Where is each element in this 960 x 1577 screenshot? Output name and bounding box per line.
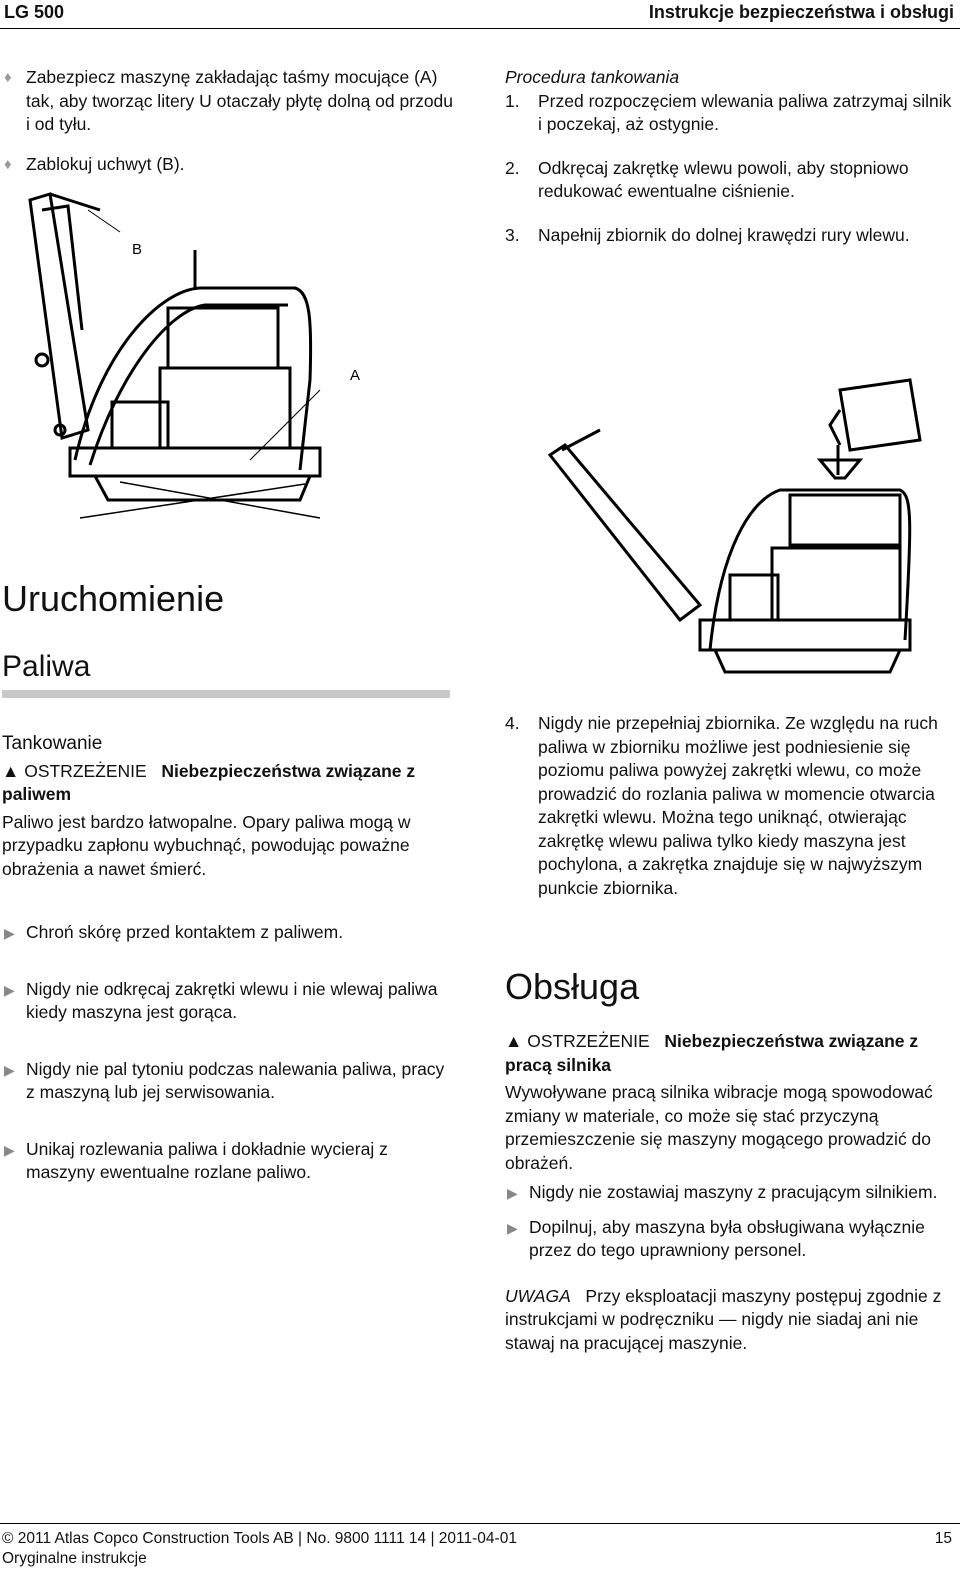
fuel-section: [2, 732, 457, 881]
note-label: UWAGA: [505, 1285, 571, 1306]
header-rule: [0, 28, 960, 29]
footer-copyright: © 2011 Atlas Copco Construction Tools AB | No. 9800 1111 14 | 2011-04-01: [2, 1530, 517, 1547]
fuel-warning: [2, 760, 457, 807]
footer-rule: [0, 1523, 960, 1524]
list-item: ♦ Zablokuj uchwyt (B).: [2, 153, 454, 177]
section-rule: [2, 690, 450, 698]
triangle-bullet-icon: ▶: [507, 1219, 518, 1236]
list-item: ▶ Unikaj rozlewania paliwa i dokładnie wycieraj z maszyny ewentualne rozlane paliwo.: [4, 1138, 388, 1182]
refuel-procedure: [505, 66, 957, 247]
list-item: 2. Odkręcaj zakrętkę wlewu powoli, aby stopniowo redukować ewentualne ciśnienie.: [505, 157, 909, 201]
warning-label: OSTRZEŻENIE: [527, 1031, 650, 1051]
triangle-bullet-icon: ▶: [4, 1141, 15, 1158]
engine-warning: [505, 1030, 957, 1077]
header-section: Instrukcje bezpieczeństwa i obsługi: [648, 2, 954, 22]
diamond-bullet-icon: ♦: [4, 69, 12, 86]
operation-section: [505, 1030, 957, 1355]
label-a: A: [350, 367, 361, 384]
fuel-bullets: [2, 921, 457, 1185]
heading-tankowanie: Tankowanie: [2, 733, 103, 754]
note: [505, 1285, 957, 1356]
left-top-bullets: [2, 66, 454, 176]
page-number: 15: [934, 1530, 952, 1547]
triangle-bullet-icon: ▶: [4, 925, 15, 941]
warning-icon: ▲: [2, 760, 20, 781]
warning-text: Wywoływane pracą silnika wibracje mogą spowodować zmiany w materiale, co może się stać przyczyną przemieszczenie się maszyny mogącego prowadzić do obrażeń.: [505, 1082, 933, 1173]
list-item: ▶ Nigdy nie odkręcaj zakrętki wlewu i nie wlewaj paliwa kiedy maszyna jest gorąca.: [4, 978, 438, 1022]
machine-refuel-figure: [540, 350, 930, 680]
diamond-bullet-icon: ♦: [4, 155, 12, 173]
warning-label: OSTRZEŻENIE: [24, 760, 147, 781]
warning-title: Niebezpieczeństwa związane z paliwem: [2, 760, 416, 804]
step-4: 4. Nigdy nie przepełniaj zbiornika. Ze względu na ruch paliwa w zbiorniku możliwe jest podniesienie się poziomu paliwa powyżej zakrętki wlewu, co może prowadzić do rozlania paliwa w momencie otwarcia zakrętki wlewu. Można tego uniknąć, otwierając zakrętkę wlewu paliwa tylko kiedy maszyna jest pochylona, a zakrętka znajduje się w najwyższym punkcie zbiornika.: [505, 713, 938, 898]
heading-obsluga: Obsługa: [505, 966, 640, 1007]
note-text: Przy eksploatacji maszyny postępuj zgodnie z instrukcjami w podręczniku — nigdy nie siadaj ani nie stawaj na pracującej maszynie.: [505, 1285, 942, 1353]
footer-original: Oryginalne instrukcje: [2, 1550, 147, 1567]
header-model: LG 500: [4, 2, 65, 22]
heading-uruchomienie: Uruchomienie: [2, 578, 225, 619]
list-item: ▶ Chroń skórę przed kontaktem z paliwem.: [2, 921, 457, 945]
warning-icon: ▲: [505, 1031, 523, 1051]
procedure-title: Procedura tankowania: [505, 67, 680, 87]
footer: [2, 1529, 517, 1569]
label-b: B: [132, 241, 143, 258]
list-item: 1. Przed rozpoczęciem wlewania paliwa zatrzymaj silnik i poczekaj, aż ostygnie.: [505, 90, 952, 134]
heading-paliwa: Paliwa: [2, 650, 91, 683]
warning-title: Niebezpieczeństwa związane z pracą silnika: [505, 1031, 919, 1075]
list-item: 3. Napełnij zbiornik do dolnej krawędzi rury wlewu.: [505, 224, 910, 245]
warning-text: Paliwo jest bardzo łatwopalne. Opary paliwa mogą w przypadku zapłonu wybuchnąć, powodując poważne obrażenia a nawet śmierć.: [2, 811, 411, 879]
triangle-bullet-icon: ▶: [4, 981, 15, 998]
triangle-bullet-icon: ▶: [4, 1061, 15, 1078]
list-item: ▶ Dopilnuj, aby maszyna była obsługiwana wyłącznie przez do tego uprawniony personel.: [507, 1216, 925, 1260]
machine-strapped-figure: [20, 180, 440, 525]
triangle-bullet-icon: ▶: [507, 1185, 518, 1201]
list-item: ♦ Zabezpiecz maszynę zakładając taśmy mocujące (A) tak, aby tworząc litery U otaczały płytę dolną od przodu i od tyłu.: [4, 67, 454, 134]
list-item: ▶ Nigdy nie zostawiaj maszyny z pracującym silnikiem.: [505, 1181, 957, 1205]
list-item: ▶ Nigdy nie pal tytoniu podczas nalewania paliwa, pracy z maszyną lub jej serwisowania.: [4, 1058, 445, 1102]
